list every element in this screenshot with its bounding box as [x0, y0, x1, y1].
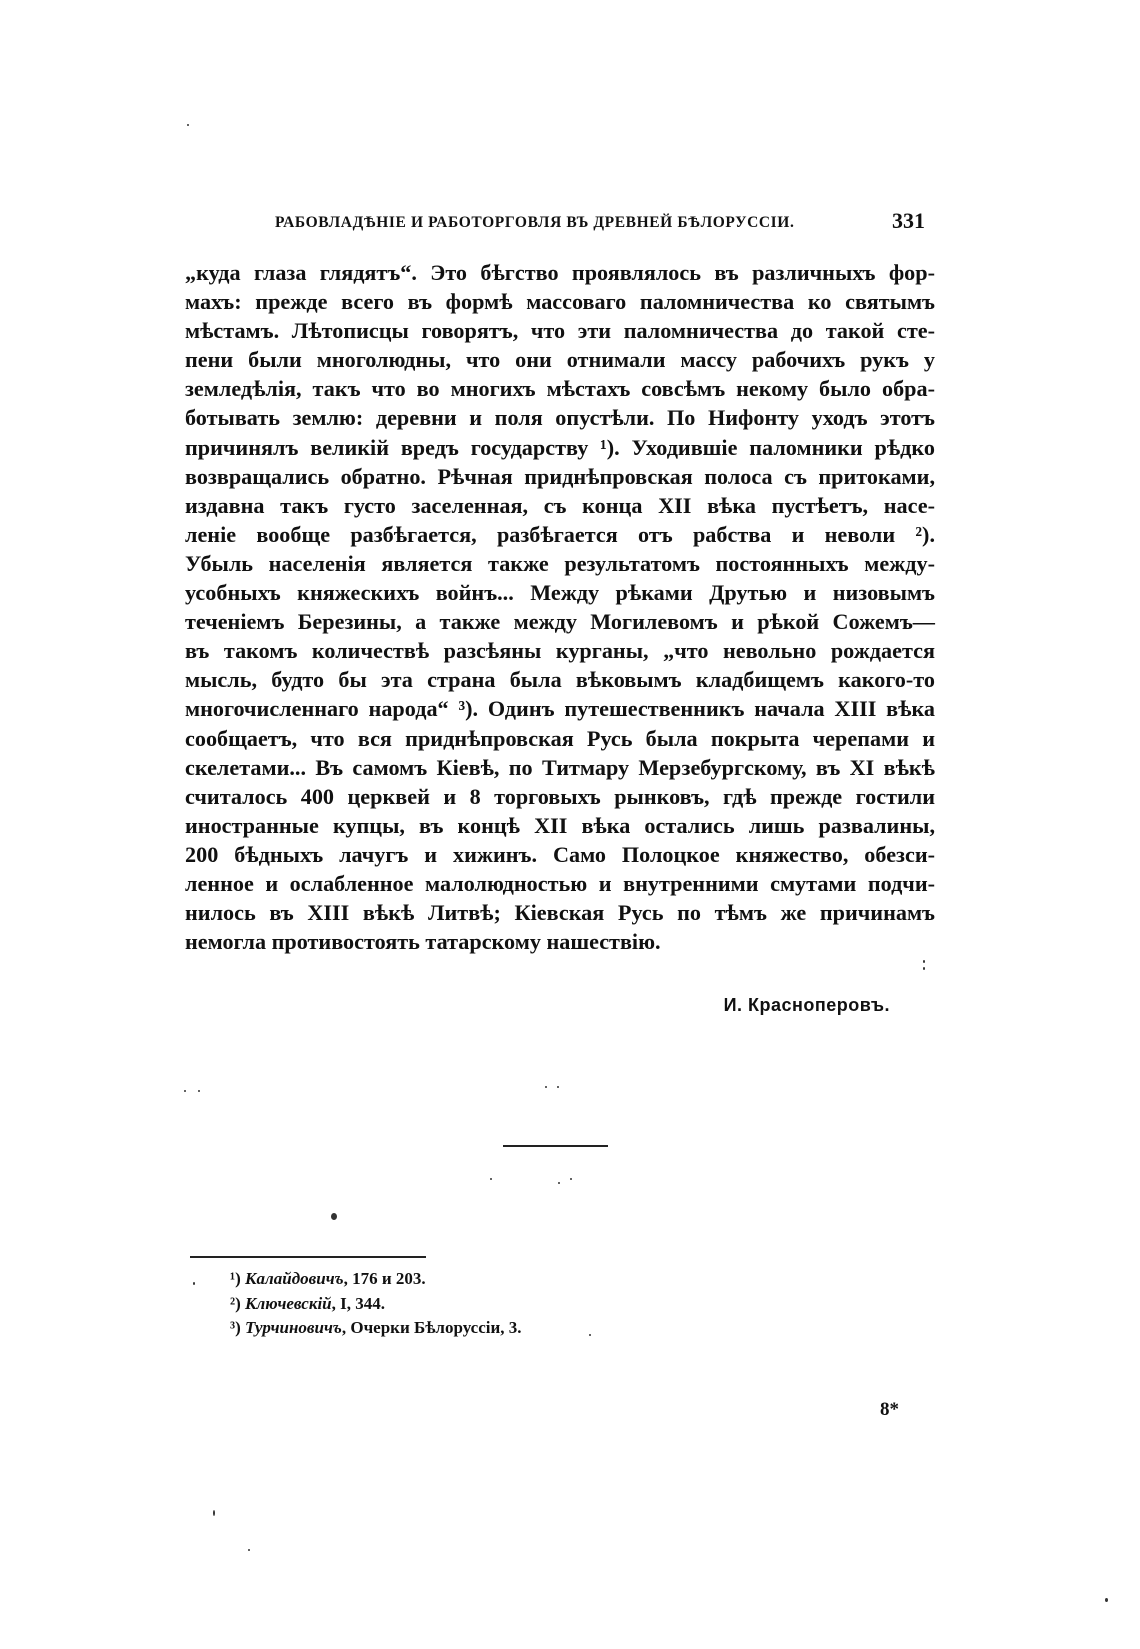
page-number: 331: [892, 208, 925, 233]
text-line: теченіемъ Березины, а также между Могилевомъ и рѣкой Сожемъ—: [185, 609, 935, 635]
running-title: РАБОВЛАДѢНІЕ И РАБОТОРГОВЛЯ ВЪ ДРЕВНЕЙ БѢЛОРУССІИ.: [275, 214, 795, 231]
scan-speck: [923, 967, 925, 970]
footnote-marker: ²): [230, 1293, 241, 1313]
footnote-divider: [190, 1256, 426, 1258]
scan-speck: [545, 1086, 547, 1088]
text-line: издавна такъ густо заселенная, съ конца XII вѣка пустѣетъ, насе-: [185, 492, 935, 518]
footnote-author: Ключевскій: [245, 1293, 332, 1313]
sheet-signature: 8*: [880, 1399, 899, 1420]
scan-speck: [213, 1510, 215, 1516]
footnote-text: , Очерки Бѣлоруссіи, 3.: [341, 1318, 522, 1337]
text-line-last: немогла противостоять татарскому нашествію.: [185, 929, 661, 955]
scan-speck: [198, 1090, 200, 1092]
text-line: иностранные купцы, въ концѣ XII вѣка остались лишь развалины,: [185, 812, 935, 838]
text-line: пени были многолюдны, что они отнимали массу рабочихъ рукъ у: [185, 347, 935, 373]
text-line: считалось 400 церквей и 8 торговыхъ рынковъ, гдѣ прежде гостили: [185, 783, 935, 809]
section-divider: [503, 1145, 608, 1147]
scan-speck: [557, 1086, 559, 1088]
scan-speck: [923, 960, 925, 963]
scan-speck: [490, 1178, 492, 1180]
footnote-author: Турчиновичъ: [245, 1318, 342, 1337]
text-line: мысль, будто бы эта страна была вѣковымъ кладбищемъ какого-то: [185, 667, 935, 693]
scan-speck: [570, 1178, 572, 1180]
scan-speck: [187, 124, 189, 126]
footnote-text: , 176 и 203.: [343, 1269, 426, 1288]
footnote-author: Калайдовичъ: [245, 1269, 344, 1288]
footnote-marker: ¹): [230, 1269, 241, 1288]
text-line: причинялъ великій вредъ государству ¹). Уходившіе паломники рѣдко: [185, 434, 935, 460]
scan-speck: [1105, 1598, 1108, 1602]
text-line: Убыль населенія является также результатомъ постоянныхъ между-: [185, 550, 935, 576]
text-line: нилось въ XIII вѣкѣ Литвѣ; Кіевская Русь по тѣмъ же причинамъ: [185, 900, 935, 926]
text-line: земледѣлія, такъ что во многихъ мѣстахъ совсѣмъ некому было обра-: [185, 376, 935, 402]
scan-speck: [193, 1282, 195, 1285]
scan-speck: [589, 1334, 591, 1336]
footnotes: [230, 1267, 730, 1341]
text-line: скелетами... Въ самомъ Кіевѣ, по Титмару Мерзебургскому, въ XI вѣкѣ: [185, 754, 935, 780]
author-signature: И. Красноперовъ.: [723, 995, 890, 1015]
scan-speck: [558, 1182, 560, 1184]
text-line: ленное и ослабленное малолюдностью и внутренними смутами подчи-: [185, 870, 935, 896]
footnote-item: [230, 1292, 730, 1317]
footnote-text: , I, 344.: [331, 1293, 386, 1313]
text-line: леніе вообще разбѣгается, разбѣгается отъ рабства и неволи ²).: [185, 521, 935, 547]
text-line: мѣстамъ. Лѣтописцы говорятъ, что эти паломничества до такой сте-: [185, 318, 935, 344]
scan-speck: [331, 1213, 337, 1220]
footnote-item: [230, 1316, 730, 1341]
text-line: ботывать землю: деревни и поля опустѣли. По Нифонту уходъ этотъ: [185, 405, 935, 431]
text-line: 200 бѣдныхъ лачугъ и хижинъ. Само Полоцкое княжество, обезси-: [185, 841, 935, 867]
text-line: „куда глаза глядятъ“. Это бѣгство проявлялось въ различныхъ фор-: [185, 260, 935, 285]
footnote-marker: ³): [230, 1318, 241, 1337]
text-line: усобныхъ княжескихъ войнъ... Между рѣками Друтью и низовымъ: [185, 580, 935, 606]
text-line: махъ: прежде всего въ формѣ массоваго паломничества ко святымъ: [185, 289, 935, 315]
text-line: возвращались обратно. Рѣчная приднѣпровская полоса съ притоками,: [185, 463, 935, 489]
text-line: многочисленнаго народа“ ³). Одинъ путешественникъ начала XIII вѣка: [185, 696, 935, 722]
scan-speck: [184, 1090, 186, 1092]
body-text: [185, 258, 935, 956]
running-head: [275, 208, 925, 238]
text-line: въ такомъ количествѣ разсѣяны курганы, „что невольно рождается: [185, 638, 935, 664]
scan-speck: [248, 1549, 250, 1551]
text-line: сообщаетъ, что вся приднѣпровская Русь была покрыта черепами и: [185, 725, 935, 751]
footnote-item: [230, 1267, 730, 1292]
